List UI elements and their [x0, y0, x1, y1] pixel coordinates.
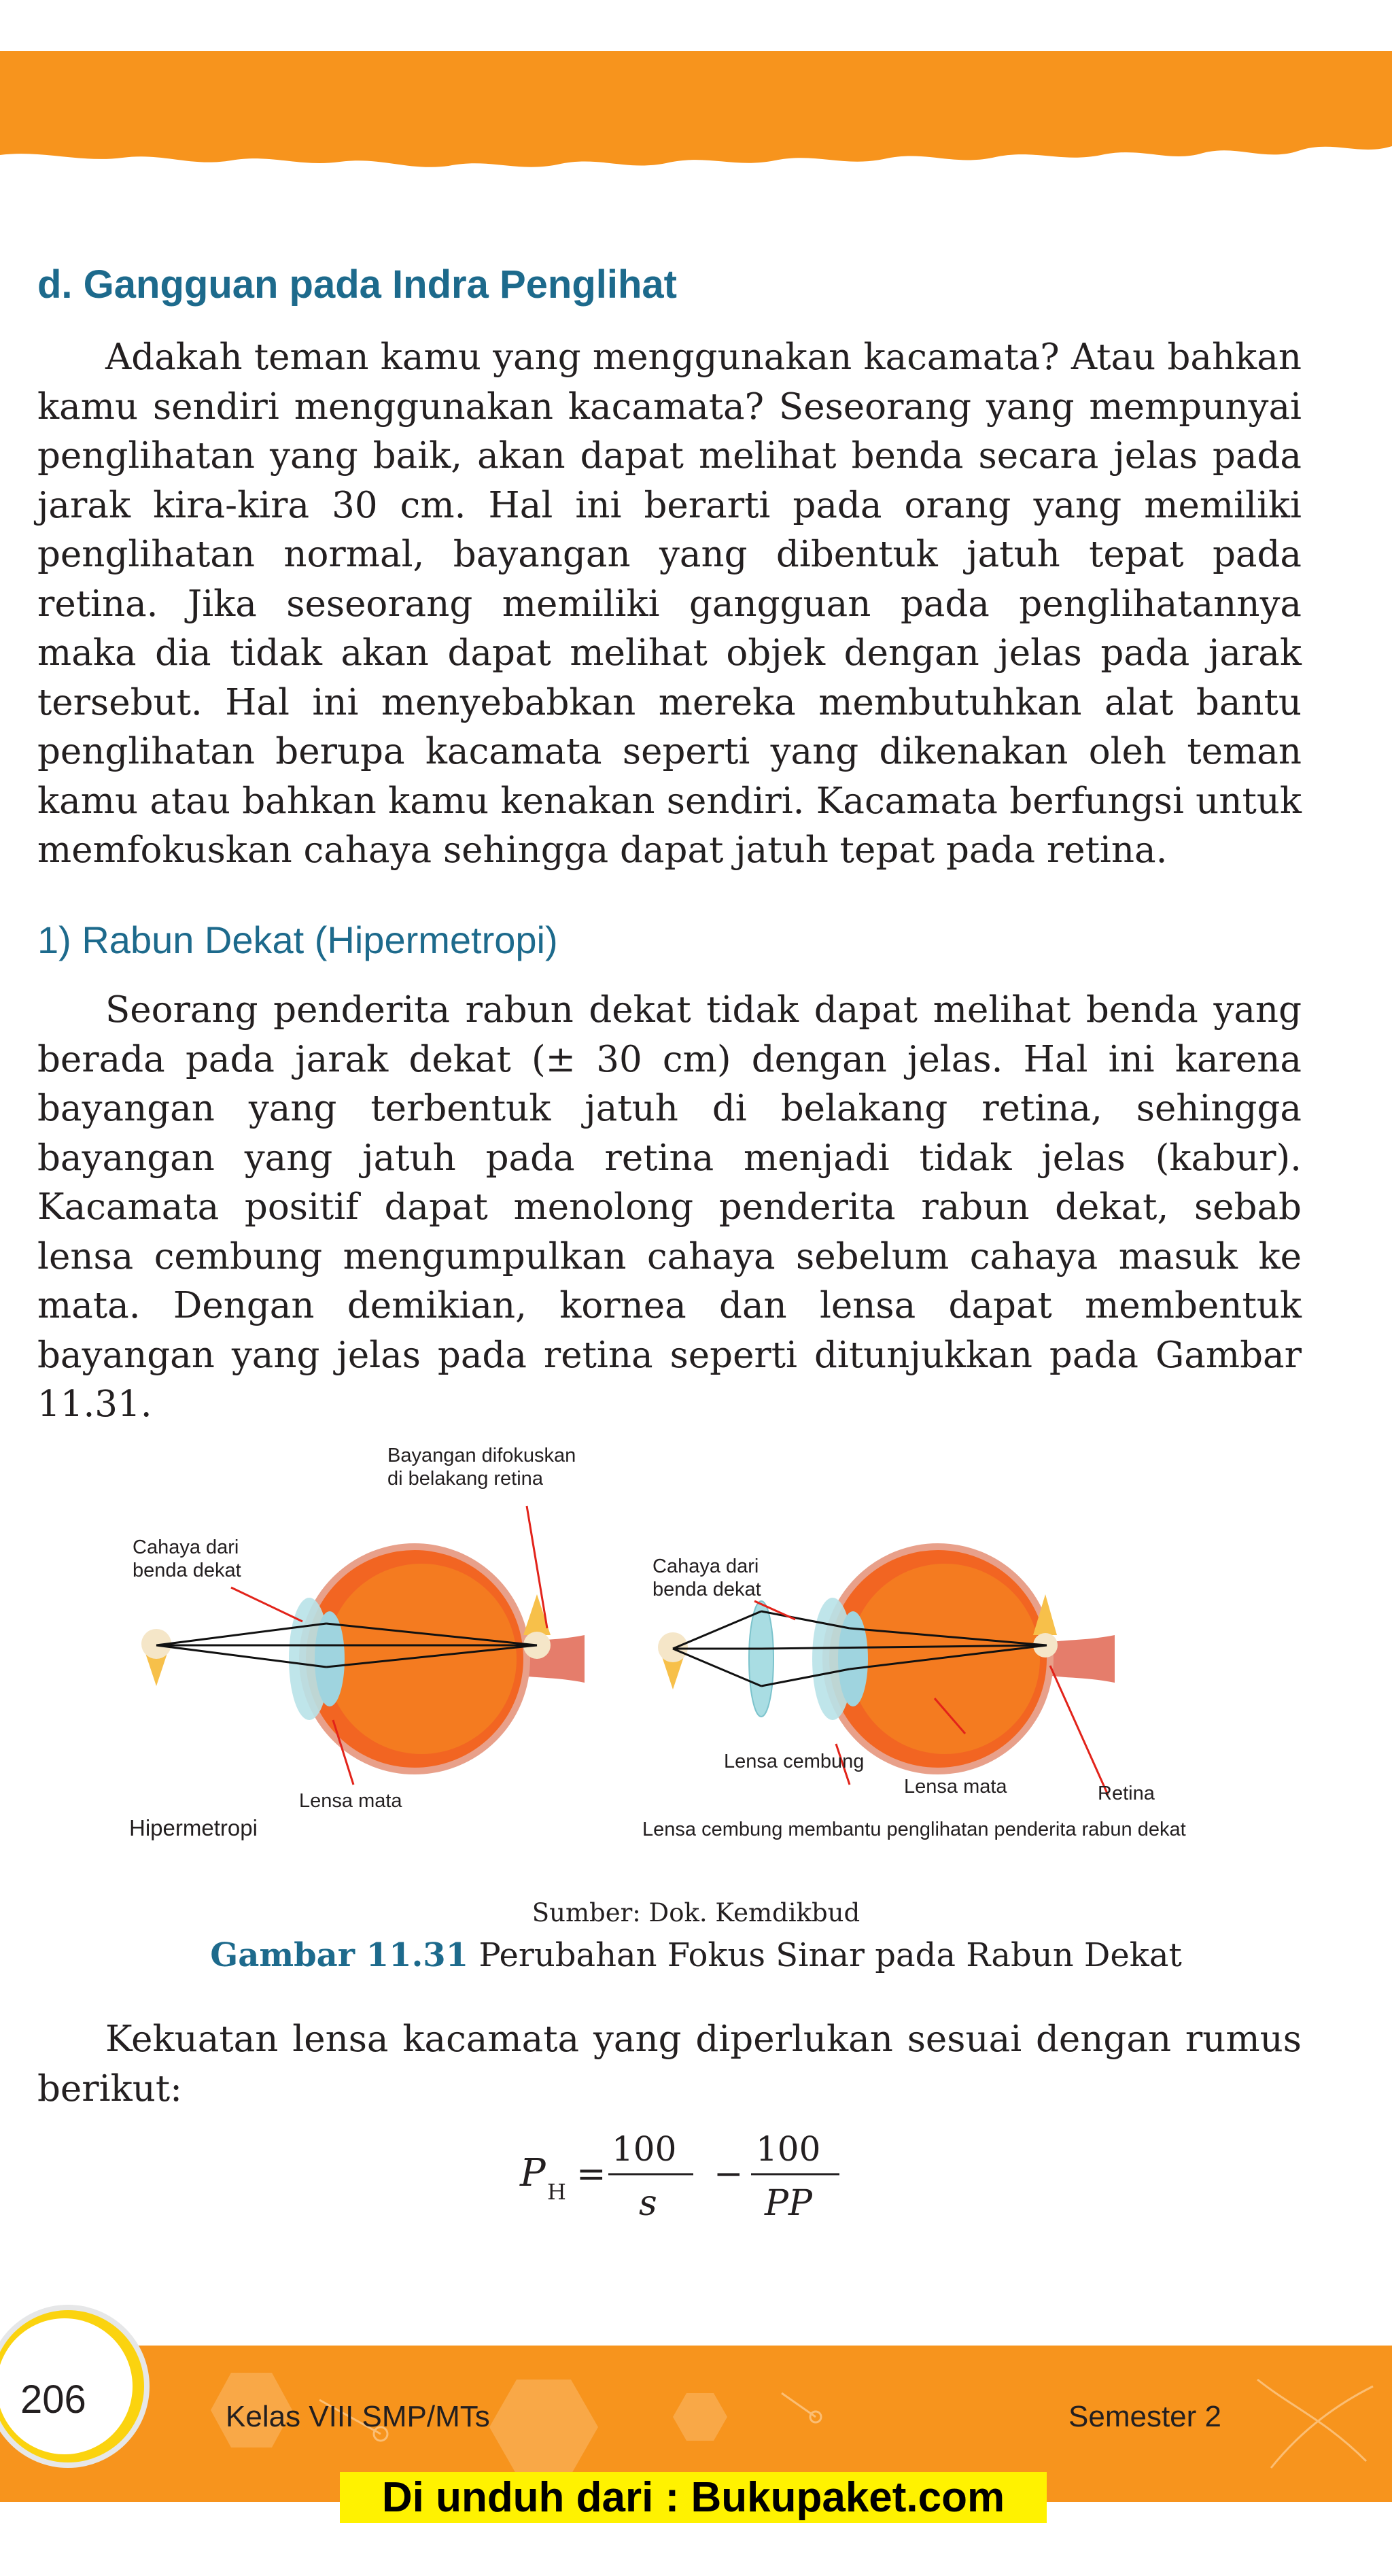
figure-caption-number: Gambar 11.31: [210, 1936, 469, 1974]
label-light-right-2: benda dekat: [652, 1579, 761, 1600]
label-lens-left: Lensa mata: [299, 1790, 402, 1812]
footer-band: [0, 2298, 1392, 2576]
label-convex-lens: Lensa cembung: [724, 1751, 865, 1772]
formula-lhs: P: [520, 2151, 546, 2195]
top-decorative-band: [0, 0, 1392, 184]
convex-lens: [749, 1601, 773, 1717]
figure-11-31: [116, 1441, 1223, 1849]
page-number: 206: [20, 2377, 86, 2422]
label-light-1: Cahaya dari: [133, 1536, 239, 1558]
formula-intro-paragraph: [37, 2015, 1302, 2114]
right-eye-diagram: [642, 1547, 1186, 1840]
formula-num1: 100: [612, 2129, 677, 2169]
download-banner: Di unduh dari : Bukupaket.com: [340, 2472, 1047, 2523]
formula-num2: 100: [756, 2129, 821, 2169]
formula-den2: PP: [765, 2183, 812, 2224]
hipermetropi-paragraph: [37, 986, 1302, 1430]
label-image-focused-2: di belakang retina: [387, 1468, 543, 1490]
section-heading: d. Gangguan pada Indra Penglihat: [37, 262, 677, 307]
footer-class-label: Kelas VIII SMP/MTs: [226, 2400, 490, 2433]
formula-equals: =: [576, 2154, 606, 2195]
label-retina: Retina: [1098, 1783, 1155, 1804]
footer-semester-label: Semester 2: [1068, 2400, 1221, 2433]
lens-power-formula: [510, 2121, 863, 2230]
caption-convex-helps: Lensa cembung membantu penglihatan penderita rabun dekat: [642, 1819, 1186, 1840]
figure-source: Sumber: Dok. Kemdikbud: [532, 1898, 860, 1927]
caption-hipermetropi: Hipermetropi: [129, 1815, 258, 1840]
eye-lens-right: [838, 1611, 868, 1706]
label-light-right-1: Cahaya dari: [652, 1556, 759, 1577]
formula-lhs-sub: H: [547, 2179, 566, 2205]
hipermetropi-text: Seorang penderita rabun dekat tidak dapat melihat benda yang berada pada jarak dekat (± 30 cm) dengan jelas. Hal ini karena bayangan yang terbentuk jatuh di belakang retina, sehingga bayangan yang jatuh pada retina menjadi tidak jelas (kabur). Kacamata positif dapat menolong penderita rabun dekat, sebab lensa cembung mengumpulkan cahaya sebelum cahaya masuk ke mata. Dengan demikian, kornea dan lensa dapat membentuk bayangan yang jelas pada retina seperti ditunjukkan pada Gambar 11.31.: [37, 989, 1302, 1425]
intro-text: Adakah teman kamu yang menggunakan kacamata? Atau bahkan kamu sendiri menggunakan kacamata? Seseorang yang mempunyai penglihatan yang baik, akan dapat melihat benda secara jelas pada jarak kira-kira 30 cm. Hal ini berarti pada orang yang memiliki penglihatan normal, bayangan yang dibentuk jatuh tepat pada retina. Jika seseorang memiliki gangguan pada penglihatannya maka dia tidak akan dapat melihat objek dengan jelas pada jarak tersebut. Hal ini menyebabkan mereka membutuhkan alat bantu penglihatan berupa kacamata seperti yang dikenakan oleh teman kamu atau bahkan kamu kenakan sendiri. Kacamata berfungsi untuk memfokuskan cahaya sehingga dapat jatuh tepat pada retina.: [37, 337, 1302, 871]
object-icon: [141, 1629, 171, 1686]
label-lens-right: Lensa mata: [904, 1776, 1007, 1798]
formula-minus: −: [714, 2154, 744, 2195]
label-light-2: benda dekat: [133, 1560, 241, 1581]
intro-paragraph: [37, 333, 1302, 876]
figure-caption: [0, 1936, 1392, 1974]
figure-caption-text: Perubahan Fokus Sinar pada Rabun Dekat: [468, 1936, 1182, 1974]
formula-intro-text: Kekuatan lensa kacamata yang diperlukan sesuai dengan rumus berikut:: [37, 2019, 1302, 2110]
object-icon-right: [658, 1632, 688, 1689]
left-eye-diagram: [129, 1445, 585, 1840]
subsection-heading: 1) Rabun Dekat (Hipermetropi): [37, 918, 558, 961]
formula-den1: s: [639, 2183, 657, 2224]
label-image-focused-1: Bayangan difokuskan: [387, 1445, 576, 1466]
